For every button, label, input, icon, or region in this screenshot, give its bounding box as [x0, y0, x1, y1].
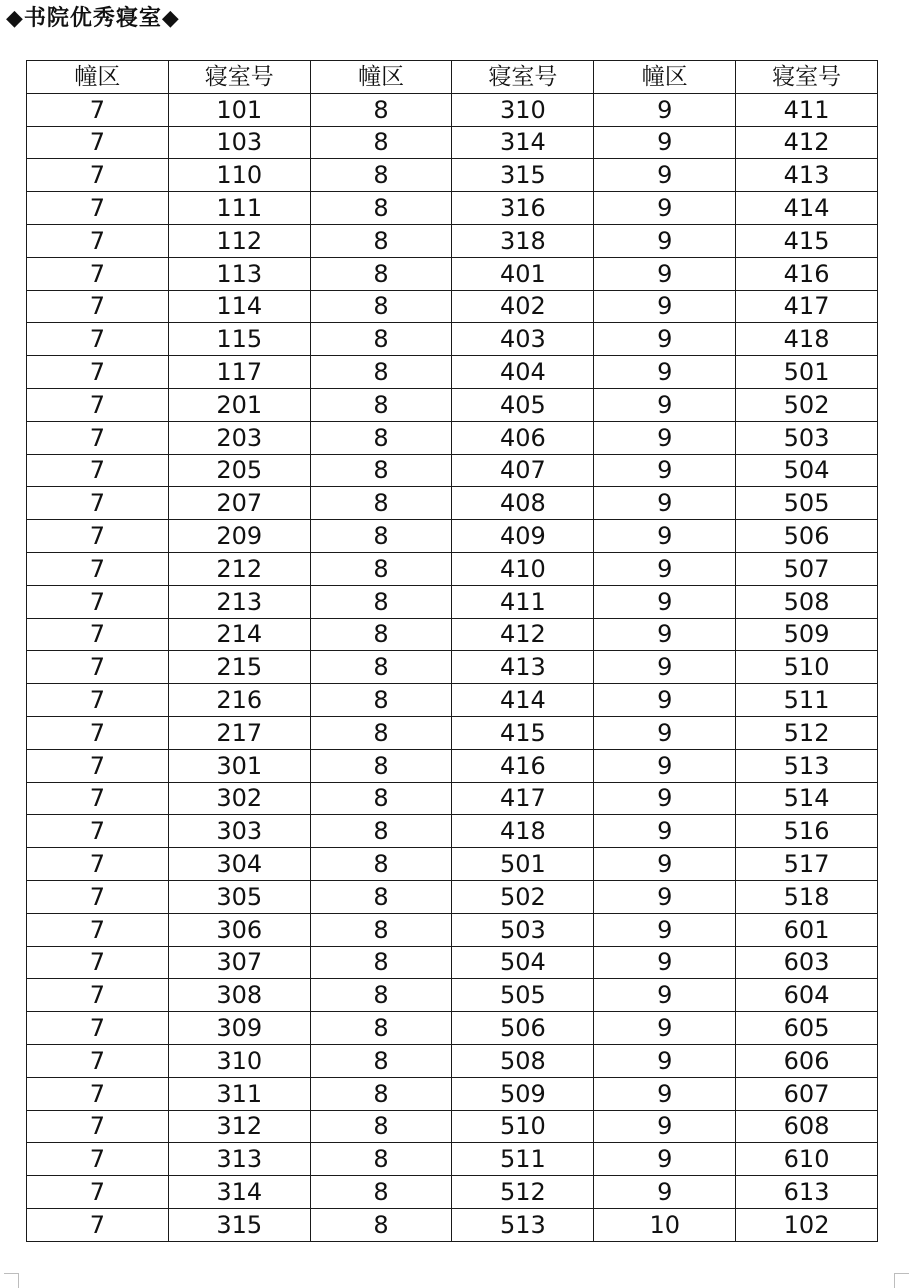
room-cell: 315 [168, 1208, 310, 1241]
room-cell: 316 [452, 192, 594, 225]
building-cell: 9 [594, 913, 736, 946]
building-cell: 7 [27, 1143, 169, 1176]
building-cell: 7 [27, 421, 169, 454]
room-cell: 217 [168, 716, 310, 749]
table-row [27, 454, 878, 487]
building-cell: 8 [310, 749, 452, 782]
room-cell: 207 [168, 487, 310, 520]
building-cell: 9 [594, 520, 736, 553]
building-cell: 8 [310, 520, 452, 553]
room-cell: 414 [452, 684, 594, 717]
header-row [27, 61, 878, 94]
building-cell: 8 [310, 782, 452, 815]
building-cell: 9 [594, 651, 736, 684]
room-cell: 212 [168, 552, 310, 585]
building-cell: 9 [594, 782, 736, 815]
room-cell: 113 [168, 257, 310, 290]
table-row [27, 93, 878, 126]
building-cell: 9 [594, 1012, 736, 1045]
room-cell: 215 [168, 651, 310, 684]
room-cell: 111 [168, 192, 310, 225]
table-row [27, 749, 878, 782]
building-cell: 9 [594, 421, 736, 454]
room-cell: 510 [452, 1110, 594, 1143]
room-cell: 209 [168, 520, 310, 553]
room-cell: 310 [452, 93, 594, 126]
room-cell: 114 [168, 290, 310, 323]
building-cell: 9 [594, 848, 736, 881]
table-row [27, 585, 878, 618]
table-row [27, 421, 878, 454]
room-cell: 412 [452, 618, 594, 651]
room-cell: 112 [168, 224, 310, 257]
building-cell: 7 [27, 716, 169, 749]
building-cell: 7 [27, 356, 169, 389]
building-cell: 8 [310, 815, 452, 848]
table-row [27, 552, 878, 585]
room-cell: 201 [168, 388, 310, 421]
room-cell: 517 [736, 848, 878, 881]
room-cell: 503 [736, 421, 878, 454]
room-cell: 416 [452, 749, 594, 782]
room-cell: 505 [452, 979, 594, 1012]
room-cell: 414 [736, 192, 878, 225]
building-cell: 9 [594, 880, 736, 913]
building-cell: 9 [594, 1044, 736, 1077]
table-row [27, 520, 878, 553]
room-cell: 511 [452, 1143, 594, 1176]
table-row [27, 388, 878, 421]
room-cell: 203 [168, 421, 310, 454]
room-cell: 315 [452, 159, 594, 192]
table-row [27, 1176, 878, 1209]
building-cell: 9 [594, 126, 736, 159]
building-cell: 7 [27, 290, 169, 323]
building-cell: 7 [27, 192, 169, 225]
building-cell: 8 [310, 552, 452, 585]
table-header [27, 61, 878, 94]
room-cell: 301 [168, 749, 310, 782]
building-cell: 9 [594, 257, 736, 290]
building-cell: 7 [27, 946, 169, 979]
room-cell: 411 [736, 93, 878, 126]
building-cell: 7 [27, 93, 169, 126]
building-cell: 8 [310, 946, 452, 979]
table-row [27, 159, 878, 192]
room-cell: 404 [452, 356, 594, 389]
building-cell: 8 [310, 224, 452, 257]
header-room-3: 寝室号 [736, 61, 878, 94]
building-cell: 8 [310, 848, 452, 881]
room-cell: 311 [168, 1077, 310, 1110]
building-cell: 8 [310, 323, 452, 356]
building-cell: 7 [27, 454, 169, 487]
building-cell: 7 [27, 1077, 169, 1110]
table-row [27, 1012, 878, 1045]
building-cell: 7 [27, 520, 169, 553]
room-cell: 214 [168, 618, 310, 651]
room-cell: 505 [736, 487, 878, 520]
table-row [27, 1077, 878, 1110]
room-cell: 305 [168, 880, 310, 913]
building-cell: 8 [310, 93, 452, 126]
building-cell: 8 [310, 126, 452, 159]
room-cell: 513 [736, 749, 878, 782]
header-room-1: 寝室号 [168, 61, 310, 94]
building-cell: 9 [594, 454, 736, 487]
room-cell: 110 [168, 159, 310, 192]
building-cell: 8 [310, 1012, 452, 1045]
room-cell: 312 [168, 1110, 310, 1143]
building-cell: 8 [310, 716, 452, 749]
room-cell: 603 [736, 946, 878, 979]
dorm-table [26, 60, 878, 1242]
room-cell: 407 [452, 454, 594, 487]
room-cell: 416 [736, 257, 878, 290]
table-row [27, 684, 878, 717]
room-cell: 309 [168, 1012, 310, 1045]
room-cell: 102 [736, 1208, 878, 1241]
building-cell: 8 [310, 979, 452, 1012]
room-cell: 307 [168, 946, 310, 979]
building-cell: 9 [594, 1143, 736, 1176]
room-cell: 507 [736, 552, 878, 585]
room-cell: 406 [452, 421, 594, 454]
room-cell: 604 [736, 979, 878, 1012]
building-cell: 7 [27, 1012, 169, 1045]
room-cell: 516 [736, 815, 878, 848]
room-cell: 608 [736, 1110, 878, 1143]
building-cell: 9 [594, 815, 736, 848]
building-cell: 7 [27, 880, 169, 913]
room-cell: 401 [452, 257, 594, 290]
building-cell: 8 [310, 1208, 452, 1241]
room-cell: 402 [452, 290, 594, 323]
building-cell: 7 [27, 848, 169, 881]
table-row [27, 356, 878, 389]
room-cell: 409 [452, 520, 594, 553]
room-cell: 605 [736, 1012, 878, 1045]
room-cell: 503 [452, 913, 594, 946]
room-cell: 610 [736, 1143, 878, 1176]
header-room-2: 寝室号 [452, 61, 594, 94]
room-cell: 518 [736, 880, 878, 913]
table-row [27, 782, 878, 815]
header-building-3: 幢区 [594, 61, 736, 94]
building-cell: 7 [27, 1176, 169, 1209]
building-cell: 9 [594, 552, 736, 585]
room-cell: 502 [452, 880, 594, 913]
table-row [27, 257, 878, 290]
building-cell: 8 [310, 618, 452, 651]
building-cell: 9 [594, 323, 736, 356]
room-cell: 411 [452, 585, 594, 618]
room-cell: 508 [736, 585, 878, 618]
room-cell: 302 [168, 782, 310, 815]
room-cell: 514 [736, 782, 878, 815]
table-row [27, 1044, 878, 1077]
building-cell: 8 [310, 684, 452, 717]
table-row [27, 126, 878, 159]
room-cell: 313 [168, 1143, 310, 1176]
room-cell: 412 [736, 126, 878, 159]
building-cell: 9 [594, 192, 736, 225]
room-cell: 512 [736, 716, 878, 749]
building-cell: 8 [310, 159, 452, 192]
page-corner-mark-right [894, 1273, 909, 1288]
table-row [27, 848, 878, 881]
room-cell: 504 [736, 454, 878, 487]
building-cell: 8 [310, 454, 452, 487]
room-cell: 501 [452, 848, 594, 881]
page-title: ◆书院优秀寝室◆ [6, 6, 180, 31]
table-row [27, 913, 878, 946]
room-cell: 502 [736, 388, 878, 421]
room-cell: 417 [736, 290, 878, 323]
room-cell: 306 [168, 913, 310, 946]
building-cell: 9 [594, 93, 736, 126]
room-cell: 103 [168, 126, 310, 159]
building-cell: 9 [594, 716, 736, 749]
building-cell: 7 [27, 126, 169, 159]
building-cell: 7 [27, 913, 169, 946]
room-cell: 508 [452, 1044, 594, 1077]
building-cell: 7 [27, 585, 169, 618]
room-cell: 506 [736, 520, 878, 553]
building-cell: 8 [310, 585, 452, 618]
building-cell: 7 [27, 782, 169, 815]
building-cell: 7 [27, 323, 169, 356]
table-row [27, 487, 878, 520]
room-cell: 314 [452, 126, 594, 159]
building-cell: 9 [594, 585, 736, 618]
table-row [27, 716, 878, 749]
room-cell: 117 [168, 356, 310, 389]
room-cell: 415 [452, 716, 594, 749]
header-building-1: 幢区 [27, 61, 169, 94]
building-cell: 8 [310, 651, 452, 684]
room-cell: 101 [168, 93, 310, 126]
building-cell: 8 [310, 1044, 452, 1077]
room-cell: 418 [452, 815, 594, 848]
table-row [27, 880, 878, 913]
room-cell: 504 [452, 946, 594, 979]
room-cell: 511 [736, 684, 878, 717]
table-row [27, 979, 878, 1012]
table-row [27, 192, 878, 225]
building-cell: 7 [27, 552, 169, 585]
building-cell: 9 [594, 684, 736, 717]
building-cell: 7 [27, 1110, 169, 1143]
room-cell: 318 [452, 224, 594, 257]
table-row [27, 1110, 878, 1143]
building-cell: 7 [27, 1208, 169, 1241]
building-cell: 9 [594, 159, 736, 192]
room-cell: 408 [452, 487, 594, 520]
building-cell: 9 [594, 946, 736, 979]
table-row [27, 651, 878, 684]
building-cell: 9 [594, 487, 736, 520]
building-cell: 8 [310, 421, 452, 454]
building-cell: 7 [27, 684, 169, 717]
building-cell: 8 [310, 1077, 452, 1110]
table-row [27, 323, 878, 356]
building-cell: 7 [27, 815, 169, 848]
table-row [27, 290, 878, 323]
room-cell: 405 [452, 388, 594, 421]
building-cell: 8 [310, 192, 452, 225]
room-cell: 314 [168, 1176, 310, 1209]
room-cell: 501 [736, 356, 878, 389]
table-row [27, 1143, 878, 1176]
room-cell: 205 [168, 454, 310, 487]
building-cell: 9 [594, 388, 736, 421]
building-cell: 8 [310, 290, 452, 323]
building-cell: 8 [310, 257, 452, 290]
building-cell: 10 [594, 1208, 736, 1241]
building-cell: 7 [27, 487, 169, 520]
room-cell: 418 [736, 323, 878, 356]
building-cell: 7 [27, 1044, 169, 1077]
table-row [27, 224, 878, 257]
building-cell: 8 [310, 487, 452, 520]
room-cell: 510 [736, 651, 878, 684]
room-cell: 410 [452, 552, 594, 585]
building-cell: 8 [310, 880, 452, 913]
building-cell: 7 [27, 979, 169, 1012]
room-cell: 304 [168, 848, 310, 881]
room-cell: 509 [736, 618, 878, 651]
building-cell: 8 [310, 913, 452, 946]
page-corner-mark-left [4, 1273, 19, 1288]
room-cell: 310 [168, 1044, 310, 1077]
building-cell: 9 [594, 1110, 736, 1143]
table-row [27, 946, 878, 979]
room-cell: 613 [736, 1176, 878, 1209]
table-row [27, 815, 878, 848]
building-cell: 9 [594, 290, 736, 323]
building-cell: 9 [594, 1077, 736, 1110]
building-cell: 9 [594, 749, 736, 782]
header-building-2: 幢区 [310, 61, 452, 94]
table-body [27, 93, 878, 1241]
building-cell: 7 [27, 651, 169, 684]
building-cell: 9 [594, 356, 736, 389]
building-cell: 8 [310, 388, 452, 421]
room-cell: 303 [168, 815, 310, 848]
building-cell: 7 [27, 159, 169, 192]
room-cell: 601 [736, 913, 878, 946]
room-cell: 216 [168, 684, 310, 717]
room-cell: 509 [452, 1077, 594, 1110]
room-cell: 308 [168, 979, 310, 1012]
table-row [27, 618, 878, 651]
building-cell: 8 [310, 1176, 452, 1209]
room-cell: 213 [168, 585, 310, 618]
room-cell: 415 [736, 224, 878, 257]
table-row [27, 1208, 878, 1241]
building-cell: 7 [27, 388, 169, 421]
building-cell: 7 [27, 749, 169, 782]
building-cell: 9 [594, 1176, 736, 1209]
room-cell: 403 [452, 323, 594, 356]
room-cell: 413 [452, 651, 594, 684]
room-cell: 506 [452, 1012, 594, 1045]
building-cell: 9 [594, 979, 736, 1012]
building-cell: 9 [594, 224, 736, 257]
building-cell: 8 [310, 1143, 452, 1176]
room-cell: 417 [452, 782, 594, 815]
building-cell: 8 [310, 356, 452, 389]
building-cell: 8 [310, 1110, 452, 1143]
building-cell: 7 [27, 224, 169, 257]
building-cell: 9 [594, 618, 736, 651]
building-cell: 7 [27, 257, 169, 290]
room-cell: 606 [736, 1044, 878, 1077]
room-cell: 512 [452, 1176, 594, 1209]
building-cell: 7 [27, 618, 169, 651]
room-cell: 413 [736, 159, 878, 192]
room-cell: 607 [736, 1077, 878, 1110]
room-cell: 115 [168, 323, 310, 356]
room-cell: 513 [452, 1208, 594, 1241]
